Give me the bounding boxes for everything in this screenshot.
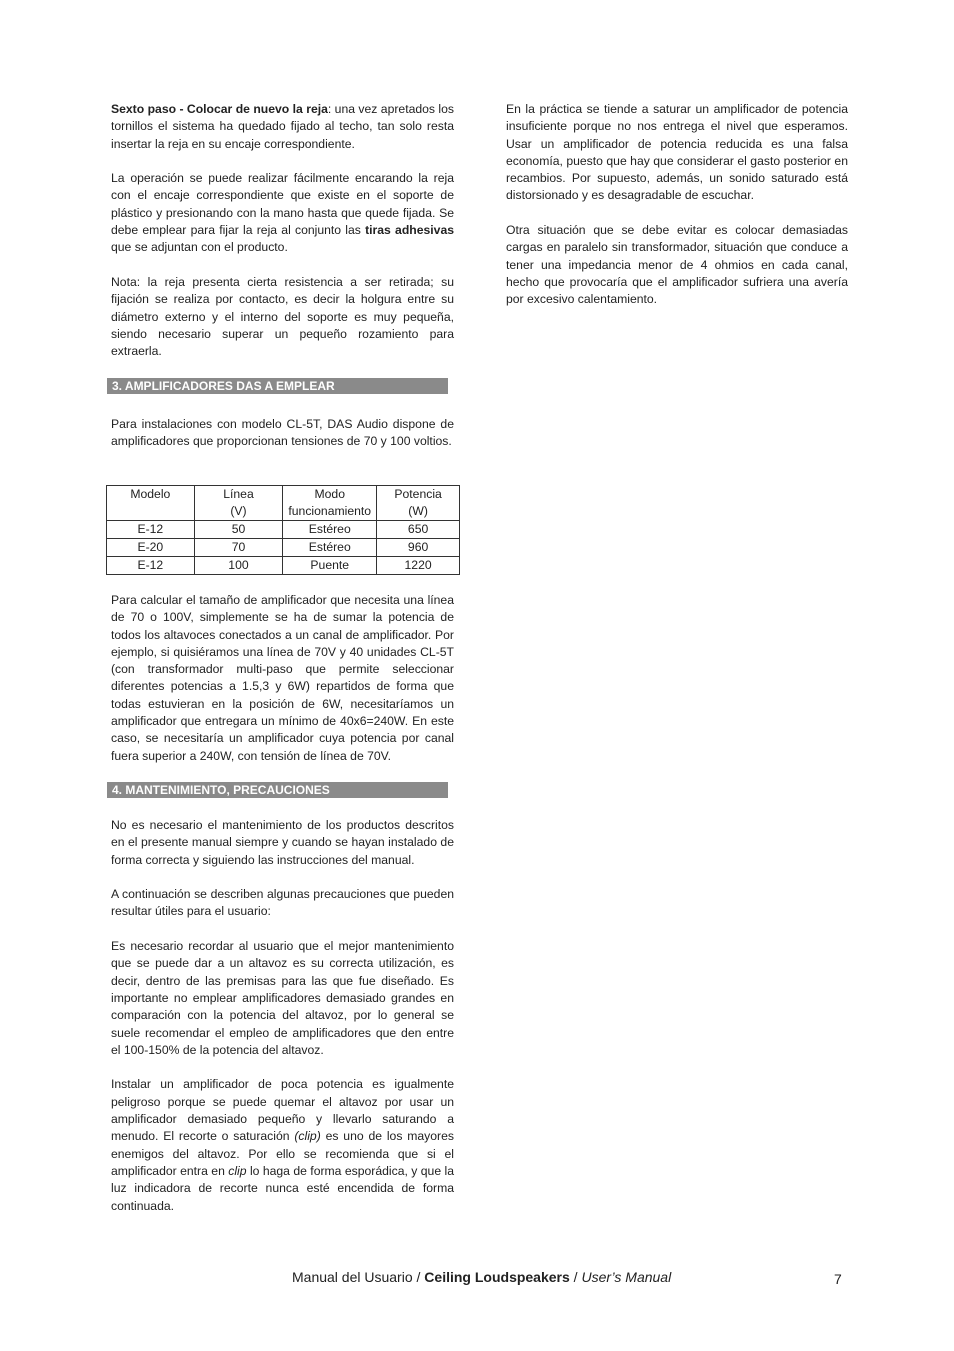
footer-manual: User’s Manual [581,1269,672,1285]
table-cell: E-12 [107,557,195,575]
impedance-paragraph: Otra situación que se debe evitar es colocar demasiadas cargas en paralelo sin transformador, situación que conduce a tener una impedancia menor de 4 ohmios en cada canal, hecho que provocaría que el amplificador sufriera una avería por excesivo calentamiento. [506,223,848,307]
footer-product: Ceiling Loudspeakers [424,1269,570,1285]
table-row [107,539,460,557]
table-row [107,557,460,575]
clip-term: (clip) [294,1129,321,1144]
note-paragraph: Nota: la reja presenta cierta resistencia a ser retirada; su fijación se realiza por contacto, es decir la holgura entre su diámetro externo y el interno del soporte es muy pequeña, siendo necesario superar un pequeño rozamiento para extraerla. [111,274,454,359]
table-cell: 100 [194,557,283,575]
section-4-heading: 4. MANTENIMIENTO, PRECAUCIONES [107,782,448,798]
table-cell: 50 [194,521,283,539]
table-header-row [107,486,460,521]
header-mode: Modo funcionamiento [283,486,377,521]
page-footer: Manual del Usuario / Ceiling Loudspeakers / User’s Manual [292,1269,672,1285]
amplifiers-intro-text: Para instalaciones con modelo CL-5T, DAS Audio dispone de amplificadores que proporcionan tensiones de 70 y 100 voltios. [111,417,454,449]
table-cell: 960 [377,539,460,557]
table-cell: Puente [283,557,377,575]
header-power: Potencia (W) [377,486,460,521]
table-cell: Estéreo [283,521,377,539]
amplifiers-intro [111,416,454,451]
adhesive-strips-term: tiras adhesivas [365,223,454,238]
maintenance-paragraph-1: No es necesario el mantenimiento de los productos descritos en el presente manual siempre y cuando se hayan instalado de forma correcta y siguiendo las instrucciones del manual. [111,818,454,867]
clip-term: clip [228,1163,247,1178]
header-line: Línea (V) [194,486,283,521]
page-number: 7 [834,1271,842,1287]
step-six-title: Sexto paso - Colocar de nuevo la reja [111,102,328,116]
table-cell: 70 [194,539,283,557]
table-cell: Estéreo [283,539,377,557]
table-cell: 650 [377,521,460,539]
right-column [506,101,848,309]
calculation-paragraph: Para calcular el tamaño de amplificador que necesita una línea de 70 o 100V, simplemente se ha de sumar la potencia de todos los altavoces conectados a un canal de amplificador. Por ejemplo, si quisiéramos una línea de 70V y 40 unidades CL-5T (con transformador multi-paso que permite seleccionar diferentes potencias a 1.5,3 y 6W) repartidos de forma que todas estuvieran en la posición de 6W, necesitaríamos un amplificador que entregara un mínimo de 40x6=240W. En este caso, se necesitaría un amplificador cuya potencia por canal fuera superior a 240W, con tensión de línea de 70V. [111,593,454,763]
step-six-paragraph: Sexto paso - Colocar de nuevo la reja: una vez apretados los tornillos el sistema ha quedado fijado al techo, tan solo resta insertar la reja en su encaje correspondiente. [111,102,454,151]
left-column [111,101,454,360]
saturation-paragraph: En la práctica se tiende a saturar un amplificador de potencia insuficiente porque no nos entrega el nivel que esperamos. Usar un amplificador de potencia reducida es una falsa economía, puesto que hay que considerar el gasto posterior en recambios. Por supuesto, además, un sonido saturado está distorsionado y es desagradable de escuchar. [506,102,848,203]
maintenance-paragraph-3: Es necesario recordar al usuario que el mejor mantenimiento que se puede dar a un altavoz es su correcta utilización, es decir, dentro de las premisas para las que fue diseñado. Es importante no emplear amplificadores demasiado grandes en comparación con la potencia del altavoz, por lo general se suele recomendar el empleo de amplificadores que den entre el 100-150% de la potencia del altavoz. [111,939,454,1057]
amplifier-table [106,485,460,575]
section-3-heading: 3. AMPLIFICADORES DAS A EMPLEAR [107,378,448,394]
calculation-block [111,592,454,765]
table-row [107,521,460,539]
grille-operation-paragraph: La operación se puede realizar fácilmente encarando la reja con el encaje correspondiente que existe en el soporte de plástico y presionando con la mano hasta que quede fijada. Se debe emplear para fijar la reja al conjunto las tiras adhesivas que se adjuntan con el producto. [111,171,454,255]
header-model: Modelo [107,486,195,521]
table-cell: E-20 [107,539,195,557]
maintenance-paragraph-2: A continuación se describen algunas precauciones que pueden resultar útiles para el usuario: [111,887,454,919]
table-cell: 1220 [377,557,460,575]
maintenance-block [111,817,454,1215]
table-cell: E-12 [107,521,195,539]
maintenance-paragraph-4: Instalar un amplificador de poca potencia es igualmente peligroso porque se puede quemar el altavoz por usar un amplificador demasiado pequeño y llevarlo saturando a menudo. El recorte o saturación (clip) es uno de los mayores enemigos del altavoz. Por ello se recomienda que si el amplificador entra en clip lo haga de forma esporádica, y que la luz indicadora de recorte nunca esté encendida de forma continuada. [111,1077,454,1213]
